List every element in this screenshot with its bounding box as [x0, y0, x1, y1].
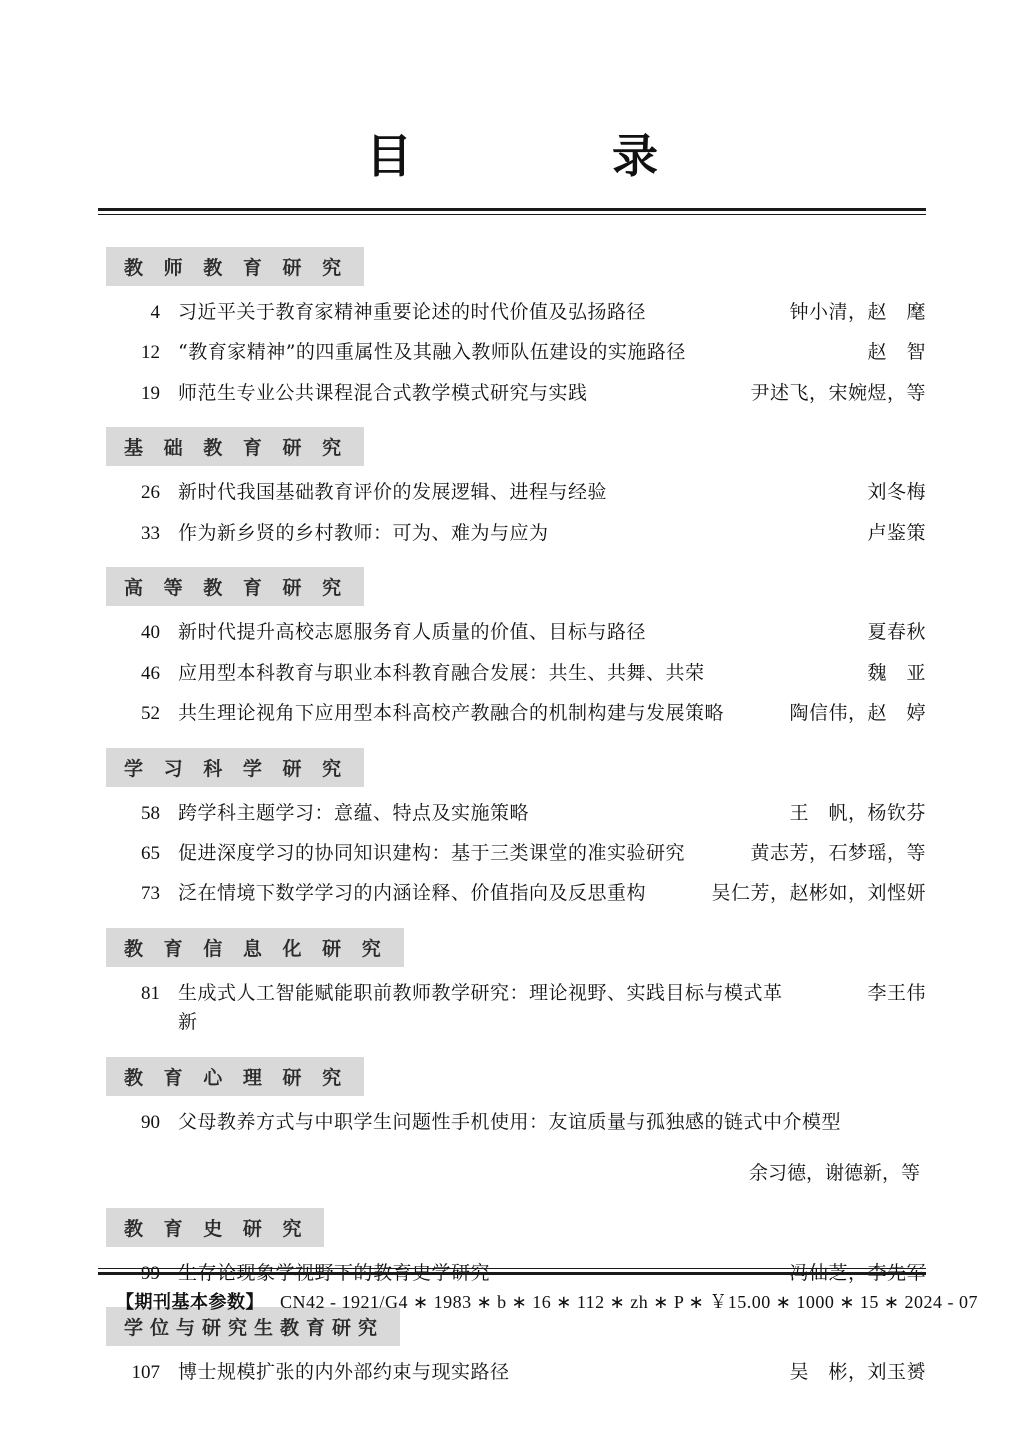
entry-page-number: 90: [141, 1111, 160, 1133]
entry-title: “教育家精神”的四重属性及其融入教师队伍建设的实施路径: [178, 341, 686, 364]
entry-title: 生成式人工智能赋能职前教师教学研究：理论视野、实践目标与模式革新: [178, 981, 783, 1034]
header-divider: [98, 208, 926, 215]
entry-authors: 夏春秋: [867, 621, 926, 644]
entry-title: 习近平关于教育家精神重要论述的时代价值及弘扬路径: [178, 301, 647, 323]
entry-title: 新时代我国基础教育评价的发展逻辑、进程与经验: [178, 481, 608, 504]
entry-title: 师范生专业公共课程混合式教学模式研究与实践: [178, 381, 588, 404]
entry-authors: 吴 彬，刘玉赟: [789, 1361, 926, 1383]
entry-page-number: 99: [141, 1262, 160, 1284]
section-heading: 教 师 教 育 研 究: [106, 247, 364, 286]
section-heading: 高 等 教 育 研 究: [106, 567, 364, 606]
entry-title: 促进深度学习的协同知识建构：基于三类课堂的准实验研究: [178, 841, 686, 864]
entry-title: 父母教养方式与中职学生问题性手机使用：友谊质量与孤独感的链式中介模型: [178, 1110, 842, 1133]
entry-page-number: 12: [141, 342, 160, 364]
entry-authors: 黄志芳，石梦瑶，等: [750, 841, 926, 864]
toc-entry[interactable]: [98, 373, 926, 413]
header-divider-thick: [98, 208, 926, 211]
journal-parameters-value: CN42 - 1921/G4 ∗ 1983 ∗ b ∗ 16 ∗ 112 ∗ zh ∗ P ∗ ￥15.00 ∗ 1000 ∗ 15 ∗ 2024 - 07: [280, 1292, 978, 1312]
entry-page-number: 46: [141, 662, 160, 684]
entry-page-number: 52: [141, 703, 160, 725]
entry-authors: 王 帆，杨钦芬: [789, 801, 926, 824]
entry-page-number: 73: [141, 883, 160, 905]
entry-authors: 余习德，谢德新，等: [748, 1162, 920, 1185]
entry-title: 泛在情境下数学学习的内涵诠释、价值指向及反思重构: [178, 882, 647, 905]
toc-entry[interactable]: [98, 472, 926, 512]
entry-page-number: 81: [141, 982, 160, 1004]
entry-page-number: 107: [131, 1362, 160, 1383]
journal-parameters-label: 【期刊基本参数】: [116, 1292, 264, 1313]
toc-entry[interactable]: [98, 653, 926, 693]
toc-entry[interactable]: [98, 1102, 926, 1194]
entry-title: 共生理论视角下应用型本科高校产教融合的机制构建与发展策略: [178, 702, 725, 725]
section-heading: 教 育 史 研 究: [106, 1208, 324, 1247]
table-of-contents: [98, 215, 926, 1392]
section-heading: 教 育 心 理 研 究: [106, 1057, 364, 1096]
footer-divider: [98, 1268, 926, 1275]
toc-entry[interactable]: [98, 973, 926, 1043]
journal-parameters: [116, 1288, 978, 1314]
entry-authors: 李王伟: [867, 981, 926, 1004]
section-heading: 学 习 科 学 研 究: [106, 748, 364, 787]
toc-entry[interactable]: [98, 833, 926, 873]
entry-title: 生存论现象学视野下的教育史学研究: [178, 1261, 491, 1284]
toc-entry[interactable]: [98, 873, 926, 913]
entry-authors: 吴仁芳，赵彬如，刘悭妍: [711, 882, 926, 905]
footer-divider-thin: [98, 1268, 926, 1269]
section-heading: 教 育 信 息 化 研 究: [106, 928, 404, 967]
entry-page-number: 58: [141, 802, 160, 824]
toc-entry[interactable]: [98, 1352, 926, 1392]
entry-page-number: 33: [141, 522, 160, 544]
toc-entry[interactable]: [98, 513, 926, 553]
entry-authors: 魏 亚: [867, 661, 926, 684]
entry-authors: 刘冬梅: [867, 481, 926, 504]
entry-page-number: 26: [141, 482, 160, 504]
footer-divider-thick: [98, 1272, 926, 1275]
entry-page-number: 40: [141, 622, 160, 644]
entry-title: 新时代提升高校志愿服务育人质量的价值、目标与路径: [178, 621, 647, 644]
entry-authors: 陶信伟，赵 婷: [789, 702, 926, 725]
entry-authors: 钟小清，赵 麾: [789, 301, 926, 323]
entry-title: 应用型本科教育与职业本科教育融合发展：共生、共舞、共荣: [178, 661, 705, 684]
toc-entry[interactable]: [98, 332, 926, 372]
page-title: 目 录: [366, 129, 694, 183]
toc-entry[interactable]: [98, 292, 926, 332]
entry-authors: 冯仙芝，李先军: [789, 1261, 926, 1284]
toc-entry[interactable]: [98, 612, 926, 652]
entry-authors: 卢鉴策: [867, 521, 926, 544]
entry-authors: 赵 智: [867, 341, 926, 364]
entry-title: 跨学科主题学习：意蕴、特点及实施策略: [178, 801, 530, 824]
section-heading: 基 础 教 育 研 究: [106, 427, 364, 466]
entry-page-number: 65: [141, 842, 160, 864]
entry-title: 作为新乡贤的乡村教师：可为、难为与应为: [178, 521, 549, 544]
entry-title: 博士规模扩张的内外部约束与现实路径: [178, 1361, 510, 1383]
toc-entry[interactable]: [98, 693, 926, 733]
entry-page-number: 4: [150, 302, 160, 323]
section-heading: 学位与研究生教育研究: [106, 1307, 400, 1346]
entry-authors: 尹述飞，宋婉煜，等: [750, 381, 926, 404]
entry-page-number: 19: [141, 382, 160, 404]
toc-entry[interactable]: [98, 793, 926, 833]
